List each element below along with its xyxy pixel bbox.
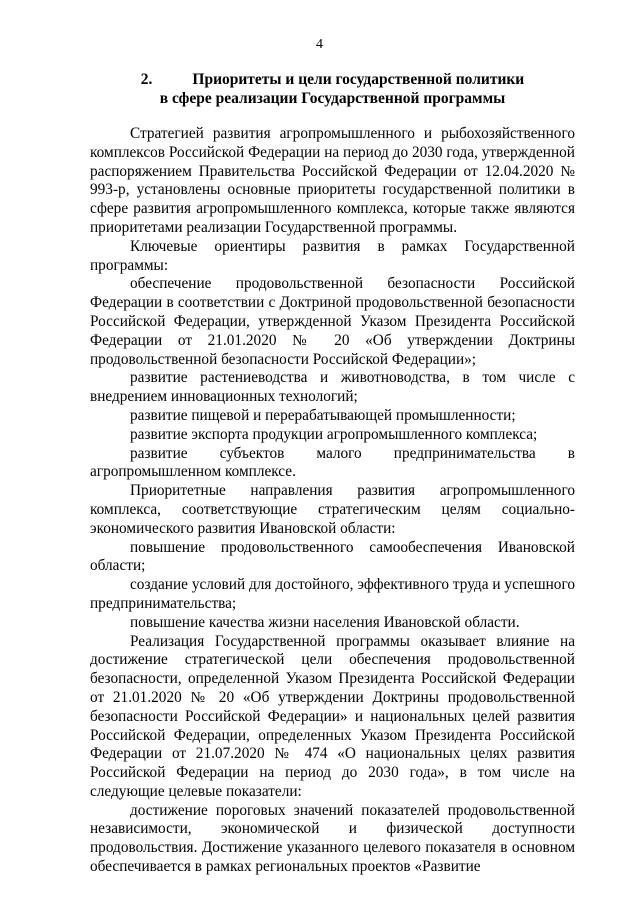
list-item-decent-work: создание условий для достойного, эффективного труда и успешного предпринимательства;: [90, 576, 575, 612]
section-number: 2.: [140, 71, 153, 88]
body-text: [90, 125, 575, 877]
paragraph-threshold-values: достижение пороговых значений показателей продовольственной независимости, экономической и физической доступности продовольствия. Достижение указанного целевого показателя в основном обеспечивается в рамках региональных проектов «Развитие: [90, 801, 575, 876]
list-item-export: развитие экспорта продукции агропромышленного комплекса;: [130, 425, 538, 443]
section-title-line-2: в сфере реализации Государственной программы: [159, 90, 506, 107]
paragraph-key-guidelines: Ключевые ориентиры развития в рамках Государственной программы:: [90, 237, 575, 274]
paragraph-strategy: Стратегией развития агропромышленного и рыбохозяйственного комплексов Российской Федерации на период до 2030 года, утвержденной распоряжением Правительства Российской Федерации от 12.04.2020 № 993-р, установлены основные приоритеты государственной политики в сфере развития агропромышленного комплекса, которые также являются приоритетами реализации Государственной программы.: [90, 125, 575, 236]
list-item-crop-livestock: развитие растениеводства и животноводства, в том числе с внедрением инновационных технологий;: [90, 369, 575, 406]
paragraph-priority-directions: Приоритетные направления развития агропромышленного комплекса, соответствующие стратегическим целям социально-экономического развития Ивановской области:: [90, 482, 575, 537]
list-item-quality-of-life: повышение качества жизни населения Ивановской области.: [130, 613, 520, 631]
section-heading: [90, 70, 575, 108]
section-heading-line-1: [90, 70, 575, 89]
list-item-food-security: обеспечение продовольственной безопасности Российской Федерации в соответствии с Доктриной продовольственной безопасности Российской Федерации, утвержденной Указом Президента Российской Федерации от 21.01.2020 № 20 «Об утверждении Доктрины продовольственной безопасности Российской Федерации»;: [90, 275, 575, 368]
paragraph-program-impact: Реализация Государственной программы оказывает влияние на достижение стратегической цели обеспечения продовольственной безопасности, определенной Указом Президента Российской Федерации от 21.01.2020 № 20 «Об утверждении Доктрины продовольственной безопасности Российской Федерации» и национальных целей развития Российской Федерации, определенных Указом Президента Российской Федерации от 21.07.2020 № 474 «О национальных целях развития Российской Федерации на период до 2030 года», в том числе на следующие целевые показатели:: [90, 632, 575, 800]
list-item-self-sufficiency: повышение продовольственного самообеспечения Ивановской области;: [90, 538, 575, 575]
list-item-food-industry: развитие пищевой и перерабатывающей промышленности;: [130, 406, 516, 424]
list-item-small-business: развитие субъектов малого предпринимательства в агропромышленном комплексе.: [90, 444, 575, 481]
section-title-line-1: Приоритеты и цели государственной политики: [192, 71, 525, 88]
page-number: 4: [316, 37, 323, 52]
